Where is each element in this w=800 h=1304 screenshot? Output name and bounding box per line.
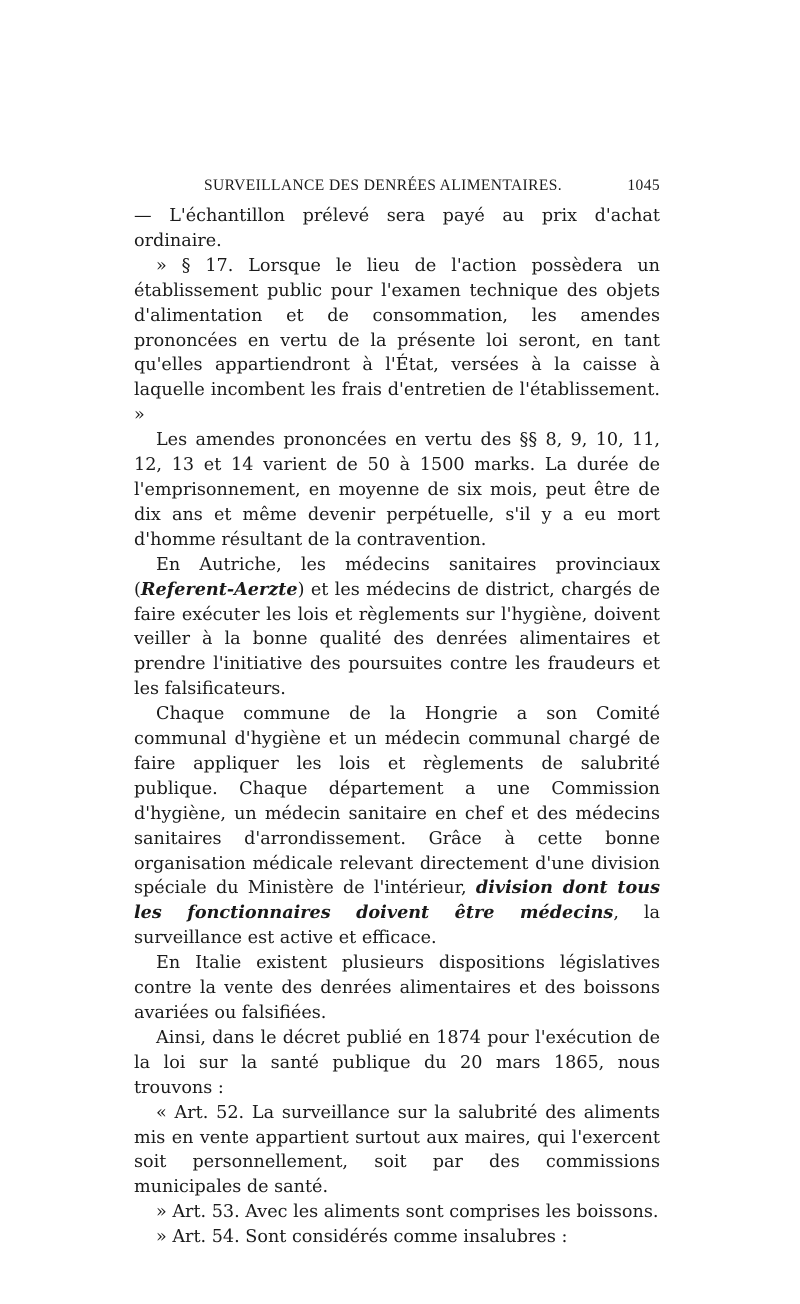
running-head-title: SURVEILLANCE DES DENRÉES ALIMENTAIRES. (204, 177, 563, 194)
paragraph-text-after: , la surveillance est active et efficace. (134, 903, 660, 949)
italic-term: Referent-Aerzte (140, 578, 298, 600)
paragraph-sample-price (134, 204, 660, 254)
paragraph-text: » § 17. Lorsque le lieu de l'action possèdera un établissement public pour l'examen technique des objets d'alimentation et de consommation, les amendes prononcées en vertu de la présente loi seront, en tant qu'elles appartiendront à l'État, versées à la caisse à laquelle incombent les frais d'entretien de l'établissement. » (134, 255, 660, 426)
paragraph-text-after: ) et les médecins de district, chargés de faire exécuter les lois et règlements sur l'hygiène, doivent veiller à la bonne qualité des denrées alimentaires et prendre l'initiative des poursuites contre les fraudeurs et les falsificateurs. (134, 579, 660, 700)
paragraph-hungary (134, 702, 660, 951)
paragraph-text: » Art. 54. Sont considérés comme insalubres : (156, 1227, 568, 1248)
paragraph-italy (134, 951, 660, 1026)
running-head (136, 177, 660, 199)
paragraph-text: — L'échantillon prélevé sera payé au prix d'achat ordinaire. (134, 206, 660, 251)
paragraph-austria (134, 553, 660, 702)
paragraph-text: « Art. 52. La surveillance sur la salubrité des aliments mis en vente appartient surtout aux maires, qui l'exercent soit personnellement, soit par des commissions municipales de santé. (134, 1102, 660, 1198)
paragraph-text: En Italie existent plusieurs dispositions législatives contre la vente des denrées alimentaires et des boissons avariées ou falsifiées. (134, 953, 660, 1023)
paragraph-article-52 (134, 1101, 660, 1201)
paragraph-text: Les amendes prononcées en vertu des §§ 8, 9, 10, 11, 12, 13 et 14 varient de 50 à 1500 marks. La durée de l'emprisonnement, en moyenne de six mois, peut être de dix ans et même devenir perpétuelle, s'il y a eu mort d'homme résultant de la contravention. (134, 430, 660, 550)
page-number: 1045 (627, 177, 660, 194)
paragraph-section-17 (134, 254, 660, 428)
body-text (134, 204, 660, 1250)
paragraph-fines (134, 428, 660, 553)
paragraph-article-53 (134, 1200, 660, 1225)
paragraph-decree-1874 (134, 1026, 660, 1101)
paragraph-text: Ainsi, dans le décret publié en 1874 pour l'exécution de la loi sur la santé publique du 20 mars 1865, nous trouvons : (134, 1027, 660, 1098)
paragraph-text: » Art. 53. Avec les aliments sont comprises les boissons. (156, 1202, 659, 1223)
paragraph-text-before: Chaque commune de la Hongrie a son Comité communal d'hygiène et un médecin communal chargé de faire appliquer les lois et règlements de salubrité publique. Chaque département a une Commission d'hygiène, un médecin sanitaire en chef et des médecins sanitaires d'arrondissement. Grâce à cette bonne organisation médicale relevant directement d'une division spéciale du Ministère de l'intérieur, (134, 704, 660, 899)
italic-emphasis: division dont tous les fonctionnaires doivent être médecins (134, 877, 660, 924)
paragraph-text-before: En Autriche, les médecins sanitaires provinciaux ( (134, 554, 660, 600)
paragraph-article-54 (134, 1225, 660, 1250)
